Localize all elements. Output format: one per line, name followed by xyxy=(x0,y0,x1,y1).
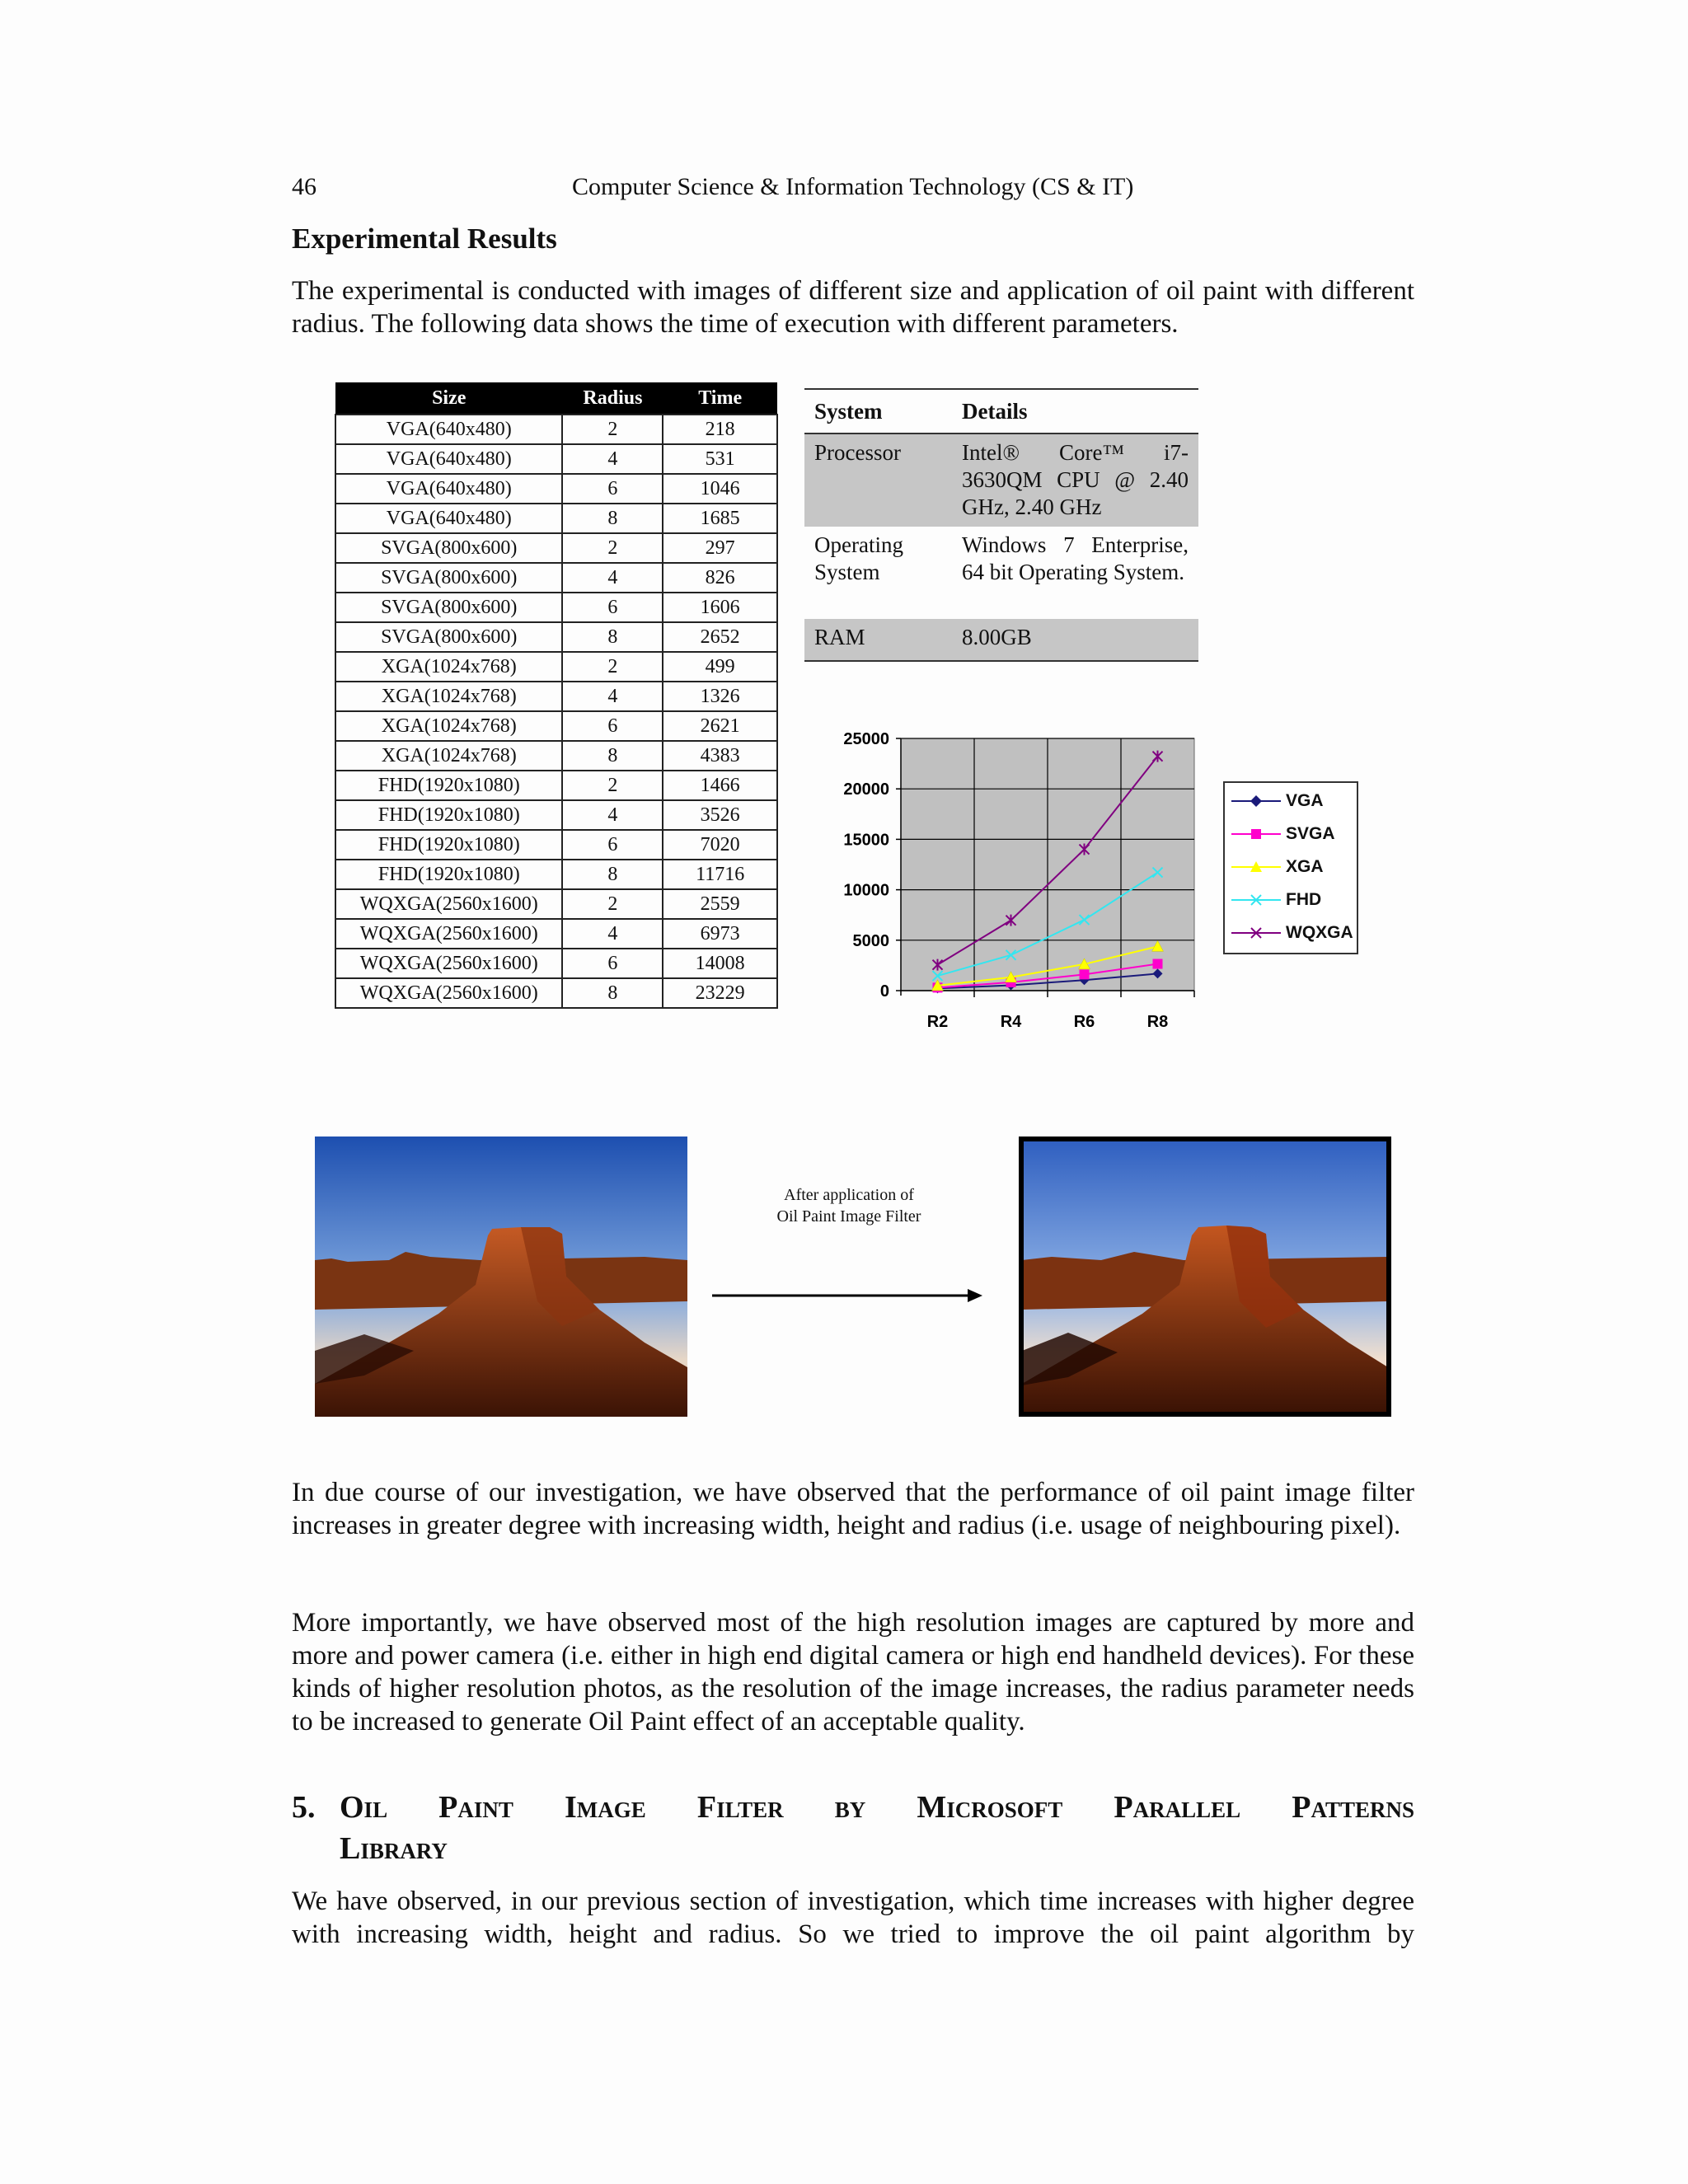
table-row xyxy=(335,800,777,830)
cell-time: 1326 xyxy=(663,682,777,711)
sys-row-processor xyxy=(804,434,1198,527)
sys-cell: Processor xyxy=(804,434,952,527)
table-row xyxy=(335,741,777,771)
x-tick-label: R6 xyxy=(1073,1013,1095,1031)
cell-radius: 6 xyxy=(562,474,663,504)
cell-size: SVGA(800x600) xyxy=(335,622,562,652)
cell-time: 2559 xyxy=(663,889,777,919)
cell-radius: 4 xyxy=(562,444,663,474)
cell-size: SVGA(800x600) xyxy=(335,593,562,622)
cell-time: 11716 xyxy=(663,860,777,889)
cell-radius: 2 xyxy=(562,533,663,563)
cell-radius: 6 xyxy=(562,949,663,978)
table-row xyxy=(335,504,777,533)
col-header-size: Size xyxy=(335,382,562,415)
sys-cell: Intel® Core™ i7-3630QM CPU @ 2.40 GHz, 2.40 GHz xyxy=(952,434,1198,527)
cell-time: 499 xyxy=(663,652,777,682)
cell-radius: 8 xyxy=(562,978,663,1008)
cell-radius: 4 xyxy=(562,682,663,711)
system-table xyxy=(804,390,1198,662)
cell-radius: 6 xyxy=(562,711,663,741)
cell-size: FHD(1920x1080) xyxy=(335,771,562,800)
col-header-time: Time xyxy=(663,382,777,415)
table-row xyxy=(335,563,777,593)
x-tick-label: R8 xyxy=(1146,1013,1169,1031)
cell-radius: 4 xyxy=(562,919,663,949)
sys-cell: RAM xyxy=(804,619,952,661)
cell-radius: 2 xyxy=(562,415,663,444)
table-row xyxy=(335,533,777,563)
cell-size: XGA(1024x768) xyxy=(335,652,562,682)
legend-item-wqxga xyxy=(1225,916,1357,949)
cell-time: 1606 xyxy=(663,593,777,622)
cell-time: 23229 xyxy=(663,978,777,1008)
sys-cell: Operating System xyxy=(814,532,903,584)
y-tick-label: 20000 xyxy=(843,780,889,799)
cell-time: 3526 xyxy=(663,800,777,830)
intro-paragraph: The experimental is conducted with images of different size and application of oil paint with different radius. The following data shows the time of execution with different parameters. xyxy=(292,276,1414,339)
cell-size: WQXGA(2560x1600) xyxy=(335,978,562,1008)
col-header-radius: Radius xyxy=(562,382,663,415)
legend-swatch xyxy=(1230,892,1282,908)
cell-radius: 6 xyxy=(562,593,663,622)
sys-cell: Windows 7 Enterprise, 64 bit Operating System. xyxy=(962,532,1189,584)
cell-size: SVGA(800x600) xyxy=(335,533,562,563)
cell-size: VGA(640x480) xyxy=(335,444,562,474)
y-tick-label: 15000 xyxy=(843,831,889,850)
caption-line-1: After application of xyxy=(784,1186,914,1204)
cell-size: FHD(1920x1080) xyxy=(335,830,562,860)
data-point-svga xyxy=(1080,969,1090,979)
section-5-title-line-2: Library xyxy=(340,1831,448,1866)
table-row xyxy=(335,978,777,1008)
section-5-heading xyxy=(292,1787,1414,1869)
table-row xyxy=(335,830,777,860)
cell-time: 297 xyxy=(663,533,777,563)
original-desert-photo xyxy=(315,1137,687,1417)
legend-label: XGA xyxy=(1286,857,1324,876)
oil-paint-filtered-photo xyxy=(1019,1137,1391,1417)
cell-radius: 4 xyxy=(562,800,663,830)
system-table-wrapper xyxy=(804,388,1198,662)
legend-item-fhd xyxy=(1225,883,1357,916)
cell-radius: 2 xyxy=(562,771,663,800)
table-row xyxy=(335,593,777,622)
page-number: 46 xyxy=(292,173,316,200)
table-row xyxy=(335,711,777,741)
cell-radius: 8 xyxy=(562,622,663,652)
right-arrow-icon xyxy=(710,1286,984,1305)
table-row xyxy=(335,474,777,504)
table-row xyxy=(335,949,777,978)
cell-size: VGA(640x480) xyxy=(335,504,562,533)
sys-cell: 8.00GB xyxy=(952,619,1198,661)
cell-time: 7020 xyxy=(663,830,777,860)
sys-row-os xyxy=(804,527,1198,619)
cell-time: 531 xyxy=(663,444,777,474)
cell-time: 826 xyxy=(663,563,777,593)
caption-line-2: Oil Paint Image Filter xyxy=(776,1207,921,1226)
table-row xyxy=(335,622,777,652)
legend-label: FHD xyxy=(1286,890,1322,909)
cell-size: XGA(1024x768) xyxy=(335,682,562,711)
legend-label: VGA xyxy=(1286,791,1324,810)
sys-header-details: Details xyxy=(962,398,1028,424)
legend-item-vga xyxy=(1225,785,1357,818)
cell-radius: 8 xyxy=(562,741,663,771)
legend-item-svga xyxy=(1225,818,1357,851)
cell-radius: 8 xyxy=(562,504,663,533)
cell-time: 1685 xyxy=(663,504,777,533)
legend-swatch xyxy=(1230,793,1282,809)
y-tick-label: 5000 xyxy=(852,931,889,950)
cell-size: VGA(640x480) xyxy=(335,415,562,444)
cell-radius: 6 xyxy=(562,830,663,860)
chart-legend xyxy=(1223,781,1358,954)
cell-time: 2621 xyxy=(663,711,777,741)
paragraph-3: More importantly, we have observed most of the high resolution images are captured by more and more and power camera (i.e. either in high end digital camera or high end handheld devices). For these kinds of higher resolution photos, as the resolution of the image increases, the radius parameter needs to be increased to generate Oil Paint effect of an acceptable quality. xyxy=(292,1608,1414,1736)
table-row xyxy=(335,860,777,889)
data-point-svga xyxy=(1153,959,1163,969)
cell-size: FHD(1920x1080) xyxy=(335,800,562,830)
cell-time: 14008 xyxy=(663,949,777,978)
cell-radius: 4 xyxy=(562,563,663,593)
section-5-heading-line-1 xyxy=(292,1787,1414,1828)
paragraph-4: We have observed, in our previous section of investigation, which time increases with higher degree with increasing width, height and radius. So we tried to improve the oil paint algorithm by xyxy=(292,1886,1414,1949)
cell-size: VGA(640x480) xyxy=(335,474,562,504)
y-tick-label: 10000 xyxy=(843,881,889,900)
cell-time: 1046 xyxy=(663,474,777,504)
legend-label: WQXGA xyxy=(1286,923,1353,942)
y-tick-label: 25000 xyxy=(843,730,889,748)
cell-size: XGA(1024x768) xyxy=(335,741,562,771)
x-tick-label: R2 xyxy=(926,1013,949,1031)
sys-row-ram xyxy=(804,619,1198,661)
table-row xyxy=(335,889,777,919)
section-5-number: 5. xyxy=(292,1790,316,1825)
running-header: Computer Science & Information Technology (CS & IT) xyxy=(572,173,1134,200)
table-row xyxy=(335,682,777,711)
cell-time: 218 xyxy=(663,415,777,444)
table-row xyxy=(335,771,777,800)
x-tick-label: R4 xyxy=(1000,1013,1022,1031)
cell-size: FHD(1920x1080) xyxy=(335,860,562,889)
legend-item-xga xyxy=(1225,851,1357,883)
figure-caption xyxy=(725,1184,973,1227)
cell-radius: 2 xyxy=(562,652,663,682)
cell-radius: 2 xyxy=(562,889,663,919)
legend-swatch xyxy=(1230,859,1282,875)
cell-size: WQXGA(2560x1600) xyxy=(335,919,562,949)
cell-size: WQXGA(2560x1600) xyxy=(335,889,562,919)
sys-header-system: System xyxy=(814,398,883,424)
legend-label: SVGA xyxy=(1286,824,1335,843)
table-row xyxy=(335,444,777,474)
section-title: Experimental Results xyxy=(292,223,557,255)
legend-swatch xyxy=(1230,925,1282,941)
section-5-title-line-1: Oil Paint Image Filter by Microsoft Parallel Patterns xyxy=(340,1790,1414,1825)
cell-size: WQXGA(2560x1600) xyxy=(335,949,562,978)
cell-time: 4383 xyxy=(663,741,777,771)
cell-size: XGA(1024x768) xyxy=(335,711,562,741)
table-row xyxy=(335,415,777,444)
results-table xyxy=(335,382,778,1009)
paragraph-2: In due course of our investigation, we have observed that the performance of oil paint image filter increases in greater degree with increasing width, height and radius (i.e. usage of neighbouring pixel). xyxy=(292,1478,1414,1540)
table-row xyxy=(335,652,777,682)
cell-radius: 8 xyxy=(562,860,663,889)
cell-time: 1466 xyxy=(663,771,777,800)
table-row xyxy=(335,919,777,949)
cell-time: 2652 xyxy=(663,622,777,652)
cell-time: 6973 xyxy=(663,919,777,949)
y-tick-label: 0 xyxy=(879,982,889,1001)
legend-swatch xyxy=(1230,826,1282,842)
cell-size: SVGA(800x600) xyxy=(335,563,562,593)
